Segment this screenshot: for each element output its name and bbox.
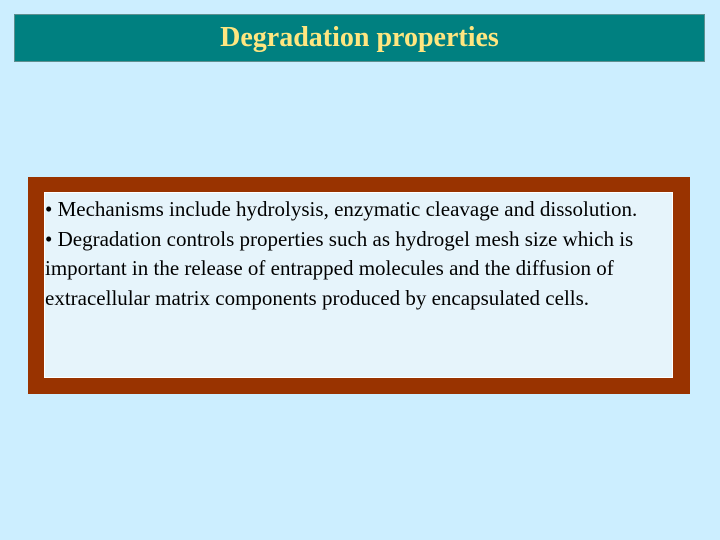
bullet-item: • Degradation controls properties such as hydrogel mesh size which is important in the release of entrapped molecules and the diffusion of extracellular matrix components produced by encapsulated cells. (45, 226, 634, 310)
slide-title: Degradation properties (220, 22, 499, 53)
content-panel (44, 192, 673, 378)
bullet-item: • Mechanisms include hydrolysis, enzymatic cleavage and dissolution. (45, 197, 638, 221)
title-bar (14, 14, 705, 62)
content-frame (28, 177, 690, 394)
